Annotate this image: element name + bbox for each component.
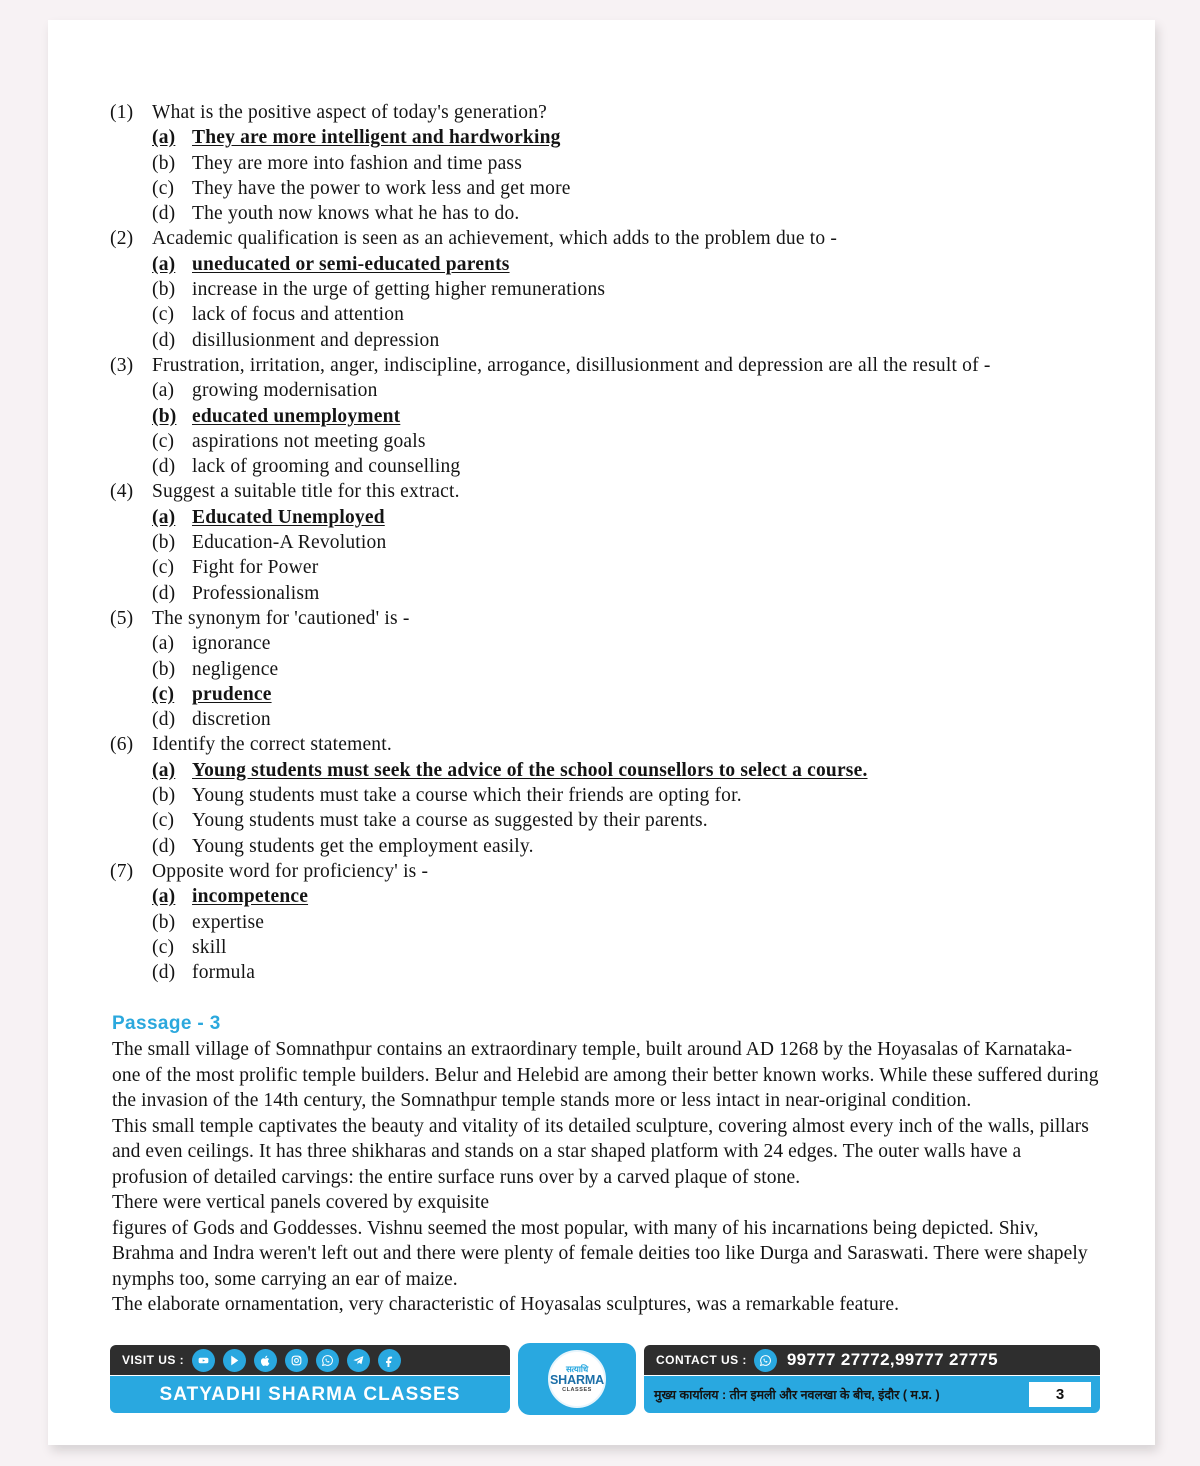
question-line xyxy=(110,100,1100,125)
option-label: (d) xyxy=(152,835,176,857)
option-text: prudence xyxy=(192,683,272,705)
option-label: (b) xyxy=(152,532,176,554)
option[interactable] xyxy=(110,176,1100,201)
question-text: Suggest a suitable title for this extract. xyxy=(152,481,460,503)
option[interactable] xyxy=(110,302,1100,327)
question-text: What is the positive aspect of today's generation? xyxy=(152,102,548,123)
logo-circle xyxy=(548,1350,606,1408)
option-correct[interactable] xyxy=(110,682,1100,707)
option[interactable] xyxy=(110,277,1100,302)
option-label: (a) xyxy=(152,759,176,781)
option-text: lack of focus and attention xyxy=(192,304,405,326)
question-number: (2) xyxy=(110,228,134,250)
option-label: (c) xyxy=(152,936,175,958)
option-correct[interactable] xyxy=(110,125,1100,150)
option-label: (d) xyxy=(152,203,176,225)
question-block xyxy=(110,353,1100,479)
option-text: increase in the urge of getting higher remunerations xyxy=(192,279,606,301)
questions-list xyxy=(110,100,1100,985)
whatsapp-contact-icon[interactable] xyxy=(754,1349,777,1372)
option-label: (a) xyxy=(152,380,175,402)
passage-body xyxy=(110,1037,1100,1318)
option-text: The youth now knows what he has to do. xyxy=(192,203,520,225)
option-label: (a) xyxy=(152,127,176,149)
question-block xyxy=(110,479,1100,605)
question-block xyxy=(110,606,1100,732)
option[interactable] xyxy=(110,783,1100,808)
option-text: Fight for Power xyxy=(192,557,319,579)
option-text: formula xyxy=(192,962,256,984)
page-content xyxy=(110,100,1100,1318)
play-store-icon[interactable] xyxy=(223,1349,246,1372)
visit-us-bar xyxy=(110,1345,510,1375)
office-address-bar xyxy=(644,1376,1100,1413)
option-text: skill xyxy=(192,936,227,958)
logo-main-text: SHARMA xyxy=(549,1373,605,1388)
question-line xyxy=(110,479,1100,504)
option[interactable] xyxy=(110,935,1100,960)
option-text: aspirations not meeting goals xyxy=(192,430,426,452)
page-number: 3 xyxy=(1029,1382,1091,1407)
option-text: Education-A Revolution xyxy=(192,532,387,554)
logo-badge xyxy=(518,1343,636,1415)
option-label: (a) xyxy=(152,506,176,528)
option-text: They have the power to work less and get more xyxy=(192,177,571,199)
question-text: Academic qualification is seen as an achievement, which adds to the problem due to - xyxy=(152,228,838,250)
question-line xyxy=(110,606,1100,631)
facebook-icon[interactable] xyxy=(378,1349,401,1372)
option-text: They are more into fashion and time pass xyxy=(192,152,522,174)
option-label: (a) xyxy=(152,633,175,655)
passage-title: Passage - 3 xyxy=(112,1013,221,1035)
passage-paragraph: figures of Gods and Goddesses. Vishnu seemed the most popular, with many of his incarnations being depicted. Shiv, Brahma and Indra weren't left out and there were plenty of female deities too like Durga and Saraswati. There were shapely nymphs too, some carrying an ear of maize. xyxy=(112,1217,1088,1290)
option[interactable] xyxy=(110,581,1100,606)
option-label: (c) xyxy=(152,683,175,705)
option-text: They are more intelligent and hardworking xyxy=(192,127,561,149)
logo-sub-text: CLASSES xyxy=(562,1386,592,1393)
option[interactable] xyxy=(110,328,1100,353)
option-text: Young students must seek the advice of the school counsellors to select a course. xyxy=(192,759,868,781)
option[interactable] xyxy=(110,834,1100,859)
option-label: (d) xyxy=(152,456,176,478)
option-text: Young students get the employment easily. xyxy=(192,835,534,857)
option-label: (c) xyxy=(152,810,175,832)
question-block xyxy=(110,226,1100,352)
option-text: Young students must take a course as suggested by their parents. xyxy=(192,810,708,832)
option-text: ignorance xyxy=(192,633,271,655)
question-number: (5) xyxy=(110,607,134,629)
option-correct[interactable] xyxy=(110,758,1100,783)
option[interactable] xyxy=(110,454,1100,479)
option-label: (a) xyxy=(152,886,176,908)
brand-name: SATYADHI SHARMA CLASSES xyxy=(159,1383,461,1405)
question-number: (6) xyxy=(110,734,134,756)
option[interactable] xyxy=(110,378,1100,403)
passage-section xyxy=(110,1013,1100,1318)
visit-us-label: VISIT US : xyxy=(122,1353,185,1367)
option-text: expertise xyxy=(192,911,265,933)
option[interactable] xyxy=(110,657,1100,682)
option-correct[interactable] xyxy=(110,404,1100,429)
option-correct[interactable] xyxy=(110,505,1100,530)
option-text: educated unemployment xyxy=(192,405,401,427)
question-line xyxy=(110,859,1100,884)
option[interactable] xyxy=(110,707,1100,732)
logo-hindi-text: सत्याधि xyxy=(565,1363,589,1374)
option-label: (c) xyxy=(152,177,175,199)
option-label: (c) xyxy=(152,304,175,326)
option-label: (d) xyxy=(152,709,176,731)
contact-us-bar xyxy=(644,1345,1100,1375)
question-block xyxy=(110,732,1100,858)
question-line xyxy=(110,226,1100,251)
question-number: (4) xyxy=(110,481,134,503)
passage-paragraph: The elaborate ornamentation, very characteristic of Hoyasalas sculptures, was a remarkable feature. xyxy=(112,1294,900,1316)
option-label: (d) xyxy=(152,582,176,604)
question-text: Identify the correct statement. xyxy=(152,734,392,756)
option[interactable] xyxy=(110,631,1100,656)
option-correct[interactable] xyxy=(110,884,1100,909)
passage-paragraph: There were vertical panels covered by exquisite xyxy=(112,1192,490,1214)
question-block xyxy=(110,859,1100,985)
whatsapp-icon[interactable] xyxy=(316,1349,339,1372)
youtube-icon[interactable] xyxy=(192,1349,215,1372)
option-label: (b) xyxy=(152,152,176,174)
office-address: मुख्य कार्यालय : तीन इमली और नवलखा के बीच, इंदौर ( म.प्र. ) xyxy=(654,1388,940,1402)
option[interactable] xyxy=(110,808,1100,833)
option-text: Professionalism xyxy=(192,582,320,604)
question-block xyxy=(110,100,1100,226)
option-label: (d) xyxy=(152,329,176,351)
option-label: (a) xyxy=(152,253,176,275)
option-text: Young students must take a course which their friends are opting for. xyxy=(192,785,742,807)
page-footer xyxy=(110,1345,1100,1413)
option[interactable] xyxy=(110,530,1100,555)
question-line xyxy=(110,353,1100,378)
phone-numbers: 99777 27772,99777 27775 xyxy=(786,1350,998,1369)
option-text: incompetence xyxy=(192,886,309,908)
option-label: (d) xyxy=(152,962,176,984)
option[interactable] xyxy=(110,151,1100,176)
brand-bar xyxy=(110,1376,510,1413)
option[interactable] xyxy=(110,201,1100,226)
option-text: negligence xyxy=(192,658,279,680)
option-label: (b) xyxy=(152,405,177,427)
option-text: Educated Unemployed xyxy=(192,506,385,528)
question-line xyxy=(110,732,1100,757)
option-label: (b) xyxy=(152,911,176,933)
option-label: (b) xyxy=(152,279,176,301)
question-number: (3) xyxy=(110,354,134,376)
option-text: discretion xyxy=(192,709,271,731)
option-text: uneducated or semi-educated parents xyxy=(192,253,510,275)
option-label: (b) xyxy=(152,658,176,680)
social-icons-row xyxy=(192,1349,401,1372)
option[interactable] xyxy=(110,429,1100,454)
passage-paragraph: The small village of Somnathpur contains an extraordinary temple, built around AD 1268 by the Hoyasalas of Karnataka- one of the most prolific temple builders. Belur and Helebid are among their better known works. While these suffered during the invasion of the 14th century, the Somnathpur temple stands more or less intact in near-original condition. xyxy=(112,1039,1099,1112)
passage-paragraph: This small temple captivates the beauty and vitality of its detailed sculpture, covering almost every inch of the walls, pillars and even ceilings. It has three shikharas and stands on a star shaped platform with 24 edges. The outer walls have a profusion of detailed carvings: the entire surface runs over by a carved plaque of stone. xyxy=(112,1115,1089,1188)
option-label: (c) xyxy=(152,557,175,579)
footer-left-panel xyxy=(110,1345,510,1413)
option[interactable] xyxy=(110,910,1100,935)
option-text: growing modernisation xyxy=(192,380,378,402)
question-number: (1) xyxy=(110,102,134,123)
question-text: Opposite word for proficiency' is - xyxy=(152,860,429,882)
footer-right-panel xyxy=(644,1345,1100,1413)
option-label: (b) xyxy=(152,785,176,807)
option-text: lack of grooming and counselling xyxy=(192,456,461,478)
option[interactable] xyxy=(110,960,1100,985)
apple-icon[interactable] xyxy=(254,1349,277,1372)
option-text: disillusionment and depression xyxy=(192,329,440,351)
contact-us-label: CONTACT US : xyxy=(656,1353,747,1367)
telegram-icon[interactable] xyxy=(347,1349,370,1372)
option[interactable] xyxy=(110,555,1100,580)
question-text: The synonym for 'cautioned' is - xyxy=(152,607,410,629)
question-text: Frustration, irritation, anger, indiscipline, arrogance, disillusionment and depression are all the result of - xyxy=(152,354,991,376)
instagram-icon[interactable] xyxy=(285,1349,308,1372)
question-number: (7) xyxy=(110,860,134,882)
option-correct[interactable] xyxy=(110,252,1100,277)
document-page xyxy=(48,20,1155,1445)
option-label: (c) xyxy=(152,430,175,452)
